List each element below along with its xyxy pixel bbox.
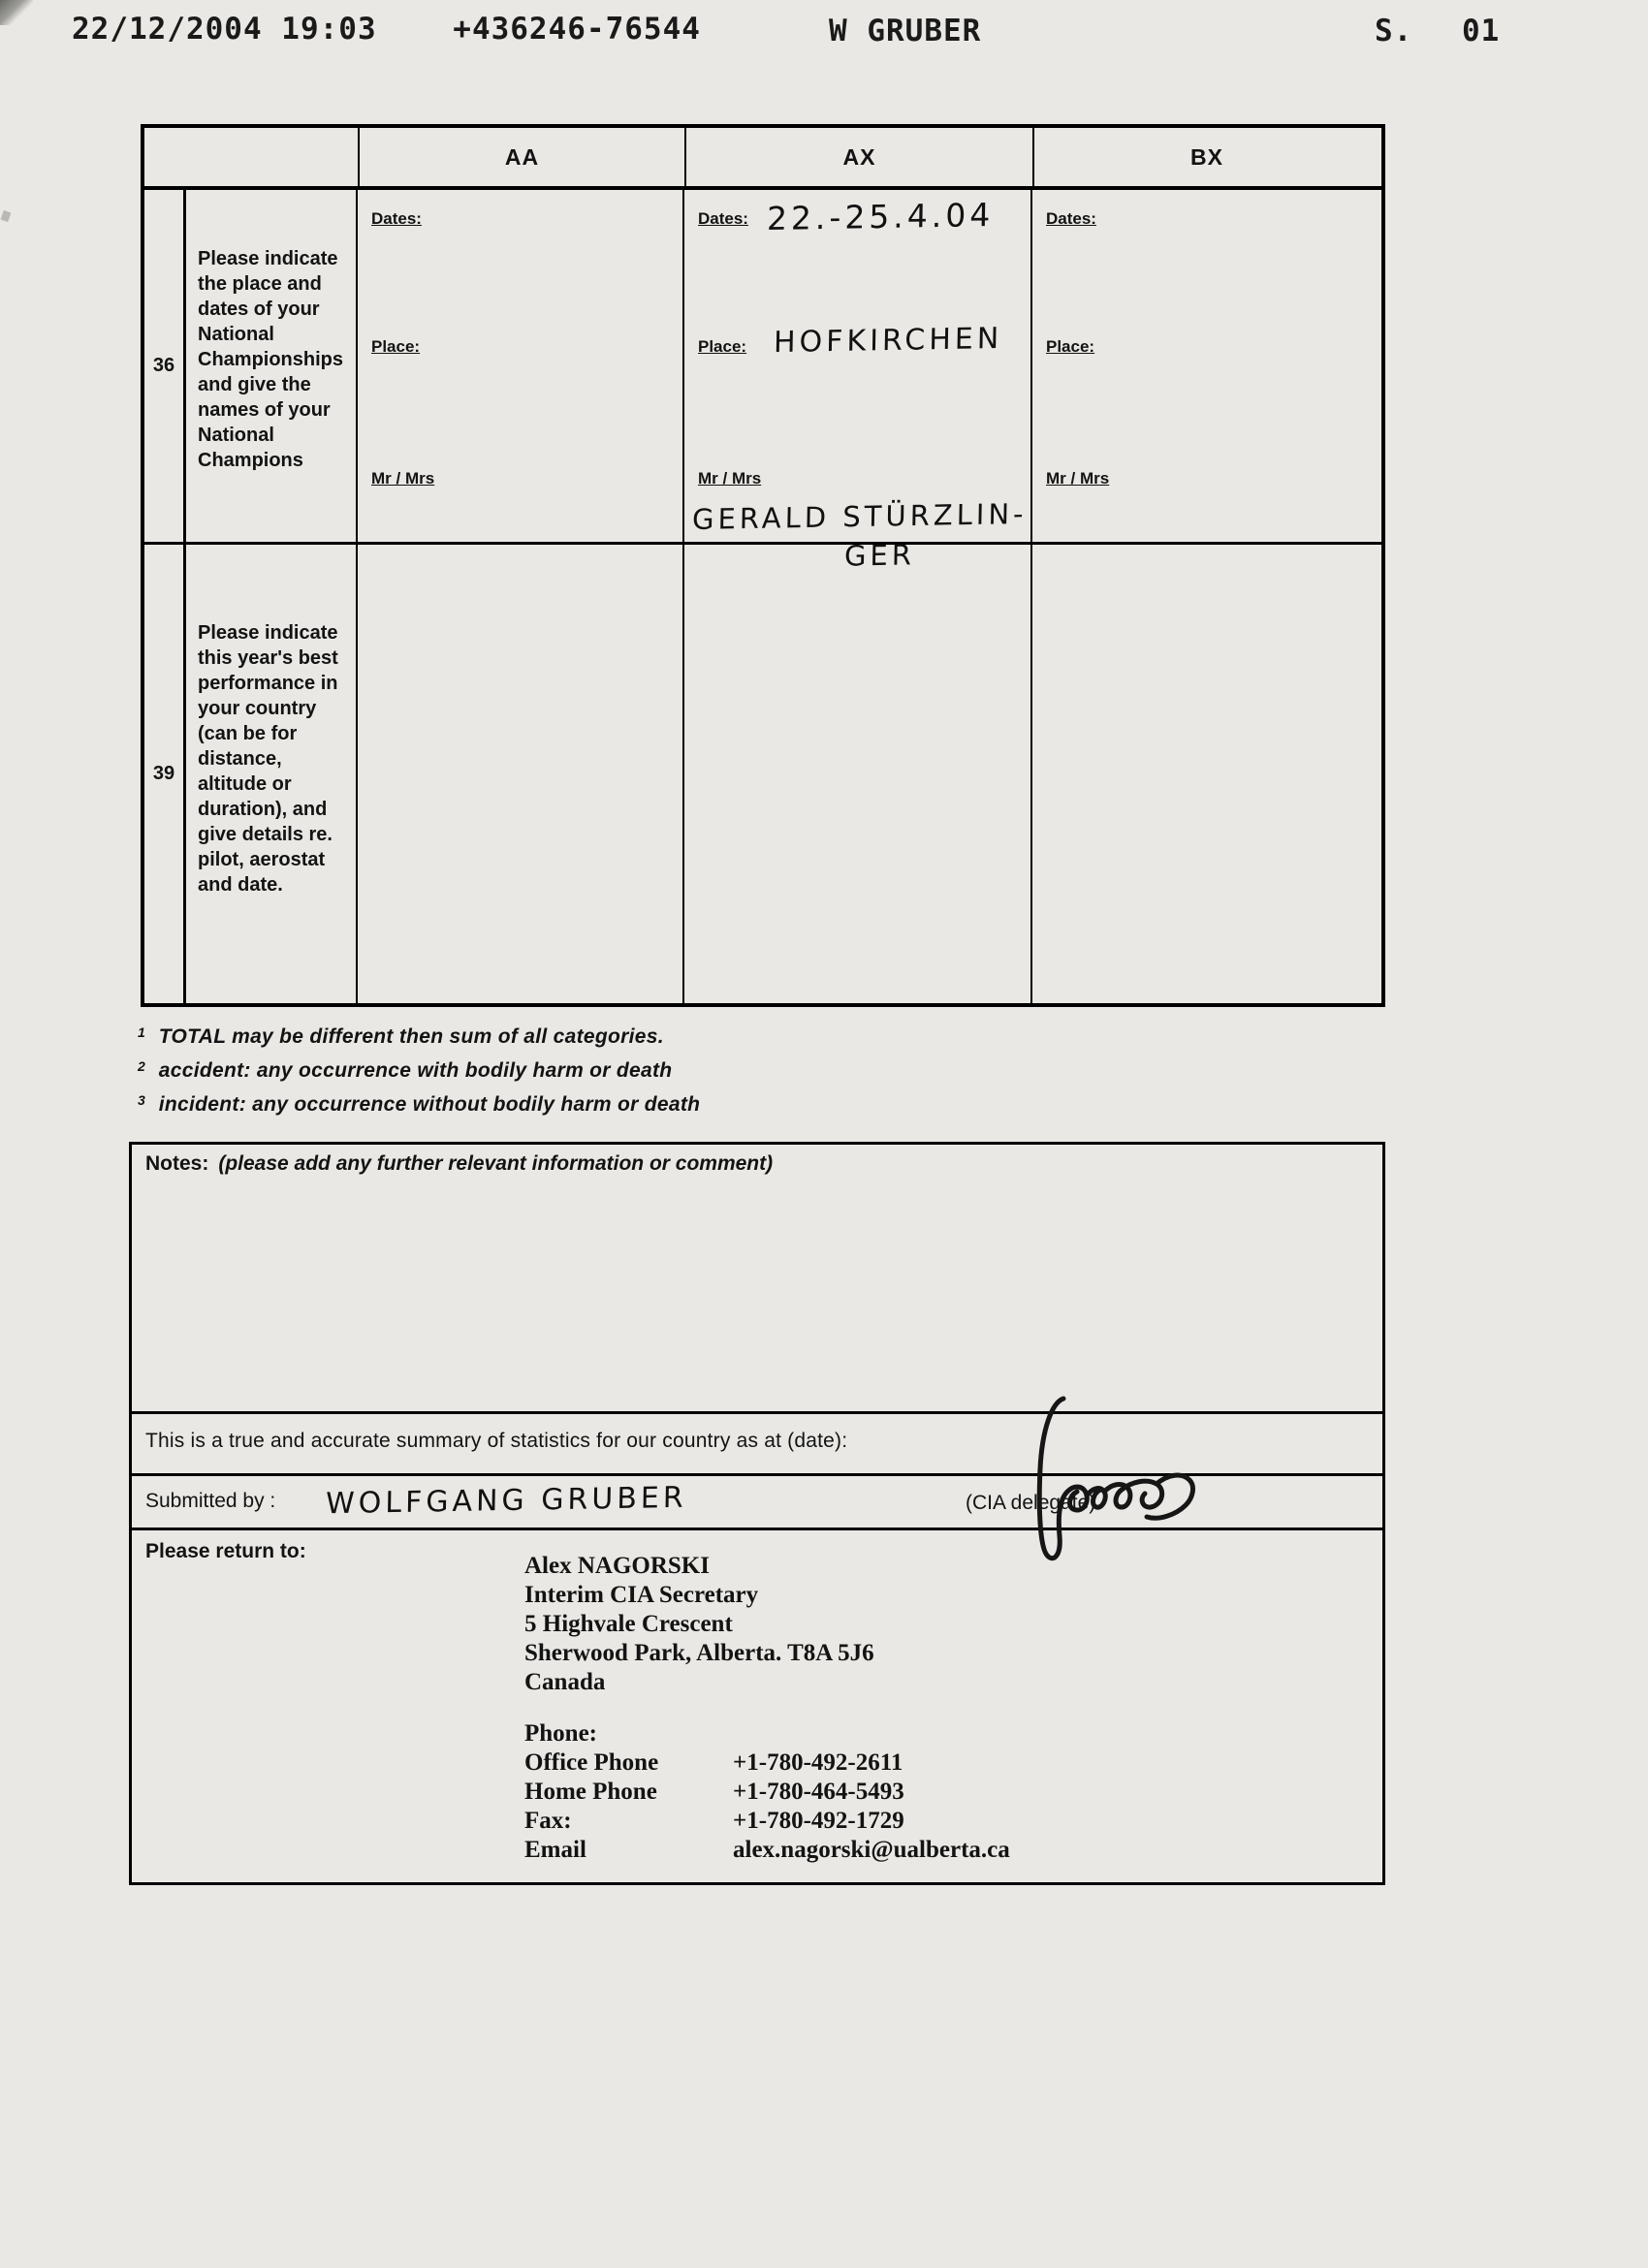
- contact-value: alex.nagorski@ualberta.ca: [733, 1837, 1010, 1863]
- scan-edge-artifact: [1, 210, 12, 222]
- contact-row-office-phone: [524, 1748, 1010, 1778]
- notes-label: Notes:: [145, 1152, 209, 1175]
- place-field-label: Place:: [698, 337, 747, 356]
- footnote-text: incident: any occurrence without bodily harm or death: [158, 1093, 701, 1116]
- dates-field-label: Dates:: [1046, 209, 1096, 228]
- cell-aa-championships: [358, 190, 684, 542]
- table-row-36: [144, 190, 1381, 573]
- header-blank-cell: [144, 128, 360, 186]
- row-number: 39: [144, 545, 186, 1003]
- footnote-total: [138, 1020, 700, 1054]
- cell-bx-championships: [1032, 190, 1376, 542]
- place-field-label: Place:: [1046, 337, 1095, 356]
- row-number: 36: [144, 190, 186, 542]
- phone-heading: Phone:: [524, 1720, 597, 1747]
- submitted-by-label: Submitted by :: [145, 1490, 276, 1512]
- fax-number: +436246-76544: [453, 12, 701, 47]
- fax-datetime-and-number: [72, 12, 701, 47]
- mr-mrs-field-label: Mr / Mrs: [371, 469, 435, 488]
- contact-label: Office Phone: [524, 1749, 659, 1776]
- fax-page-number: 01: [1462, 14, 1501, 48]
- footnote-marker: 1: [138, 1024, 145, 1040]
- contact-value: +1-780-464-5493: [733, 1779, 904, 1805]
- cell-ax-performance: [684, 545, 1032, 1003]
- place-field-label: Place:: [371, 337, 421, 356]
- contact-value: +1-780-492-1729: [733, 1808, 904, 1834]
- footnote-incident: [138, 1087, 700, 1121]
- row-label: Please indicate this year's best performance in your country (can be for distance, altitude or duration), and give details re. pilot, aerostat and date.: [186, 545, 358, 1003]
- table-row-39: [144, 545, 1381, 1003]
- mr-mrs-field-label: Mr / Mrs: [1046, 469, 1110, 488]
- notes-hint: (please add any further relevant information or comment): [218, 1152, 774, 1175]
- contact-row-email: [524, 1836, 1010, 1865]
- row-label: Please indicate the place and dates of your National Championships and give the names of your National Champions: [186, 190, 358, 542]
- contact-label: Fax:: [524, 1808, 572, 1834]
- declaration-text: This is a true and accurate summary of statistics for our country as at (date):: [145, 1430, 848, 1452]
- submitted-by-handwritten-name: WOLFGANG GRUBER: [325, 1480, 687, 1522]
- handwritten-dates-entry: 22.-25.4.04: [766, 195, 995, 238]
- statistics-table: [141, 124, 1385, 1007]
- dates-field-label: Dates:: [698, 209, 748, 228]
- contact-address-line1: 5 Highvale Crescent: [524, 1611, 733, 1637]
- fax-sender: W GRUBER: [829, 14, 982, 48]
- cia-delegate-label: (CIA delegate): [966, 1492, 1096, 1514]
- cell-ax-championships: [684, 190, 1032, 573]
- column-header-bx: BX: [1190, 143, 1223, 170]
- contact-row-fax: [524, 1807, 1010, 1836]
- notes-section: [132, 1145, 1382, 1414]
- column-header-ax: AX: [686, 128, 1034, 186]
- contact-phone-block: [524, 1719, 1010, 1865]
- contact-value: +1-780-492-2611: [733, 1749, 903, 1776]
- contact-name: Alex NAGORSKI: [524, 1553, 710, 1579]
- footnote-marker: 3: [138, 1092, 145, 1108]
- table-header-row: [144, 128, 1381, 190]
- footnote-marker: 2: [138, 1058, 145, 1074]
- footnote-text: TOTAL may be different then sum of all categories.: [158, 1025, 664, 1048]
- fax-transmission-header: [0, 12, 1648, 50]
- contact-label: Email: [524, 1837, 586, 1863]
- signature-scribble: [1003, 1391, 1207, 1585]
- return-address-block: [524, 1552, 874, 1697]
- fax-page-label: S.: [1375, 14, 1413, 48]
- column-header-aa: AA: [360, 128, 686, 186]
- handwritten-champion-name-line1: GERALD STÜRZLIN-: [691, 496, 1028, 537]
- cell-aa-performance: [358, 545, 684, 1003]
- handwritten-champion-name-line2: GER: [843, 538, 916, 573]
- return-to-label: Please return to:: [145, 1540, 306, 1562]
- footnote-text: accident: any occurrence with bodily harm or death: [158, 1059, 673, 1082]
- contact-country: Canada: [524, 1669, 606, 1695]
- handwritten-place-entry: HOFKIRCHEN: [773, 321, 1003, 361]
- contact-title: Interim CIA Secretary: [524, 1582, 759, 1608]
- footnotes: [138, 1020, 700, 1121]
- cell-bx-performance: [1032, 545, 1376, 1003]
- footnote-accident: [138, 1054, 700, 1087]
- contact-address-line2: Sherwood Park, Alberta. T8A 5J6: [524, 1640, 874, 1666]
- fax-datetime: 22/12/2004 19:03: [72, 12, 377, 47]
- contact-row-home-phone: [524, 1778, 1010, 1807]
- dates-field-label: Dates:: [371, 209, 422, 228]
- contact-label: Home Phone: [524, 1779, 657, 1805]
- mr-mrs-field-label: Mr / Mrs: [698, 469, 762, 488]
